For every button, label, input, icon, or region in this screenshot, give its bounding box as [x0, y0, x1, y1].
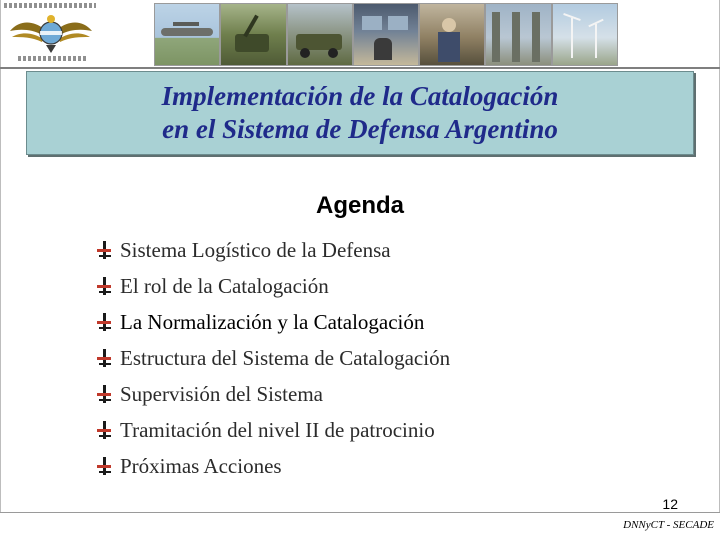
header-photo-strip	[154, 3, 618, 66]
slide-left-border	[0, 0, 1, 512]
warehouse-photo	[420, 4, 484, 65]
agenda-item-label: Supervisión del Sistema	[120, 381, 323, 406]
stacked-bar-bullet-icon	[94, 276, 116, 296]
title-line-1: Implementación de la Catalogación	[161, 81, 559, 111]
military-vehicle-photo	[288, 4, 352, 65]
agenda-item-label: La Normalización y la Catalogación	[120, 309, 425, 334]
agenda-heading: Agenda	[315, 192, 404, 219]
agenda-item	[94, 412, 654, 448]
footer-divider	[0, 512, 720, 513]
armed-forces-emblem	[0, 0, 102, 66]
agenda-item-label: Próximas Acciones	[120, 453, 282, 478]
title-line-2: en el Sistema de Defensa Argentino	[162, 114, 558, 144]
armed-forces-emblem-icon	[6, 9, 96, 55]
agenda-item	[94, 232, 654, 268]
page-number: 12	[662, 496, 678, 512]
title-box	[26, 71, 694, 155]
emblem-top-lettering	[4, 3, 96, 8]
agenda-item-label: Tramitación del nivel II de patrocinio	[120, 417, 435, 442]
agenda-item	[94, 268, 654, 304]
control-room-photo	[354, 4, 418, 65]
agenda-item	[94, 448, 654, 484]
anti-aircraft-gun-photo	[221, 4, 285, 65]
agenda-list	[94, 232, 654, 484]
stacked-bar-bullet-icon	[94, 384, 116, 404]
storage-racks-photo	[486, 4, 550, 65]
agenda-item-label: Sistema Logístico de la Defensa	[120, 237, 391, 262]
agenda-item	[94, 340, 654, 376]
aircraft-photo	[155, 4, 219, 65]
footer-label: DNNyCT - SECADE	[623, 519, 714, 531]
stacked-bar-bullet-icon	[94, 240, 116, 260]
stacked-bar-bullet-icon	[94, 456, 116, 476]
stacked-bar-bullet-icon	[94, 420, 116, 440]
stacked-bar-bullet-icon	[94, 348, 116, 368]
slide-title	[27, 80, 693, 146]
agenda-item	[94, 376, 654, 412]
agenda-item-label: Estructura del Sistema de Catalogación	[120, 345, 451, 370]
agenda-item-label: El rol de la Catalogación	[120, 273, 329, 298]
emblem-bottom-lettering	[18, 56, 88, 61]
wind-turbines-photo	[553, 4, 617, 65]
agenda-item	[94, 304, 654, 340]
header-divider	[0, 67, 720, 69]
stacked-bar-bullet-icon	[94, 312, 116, 332]
